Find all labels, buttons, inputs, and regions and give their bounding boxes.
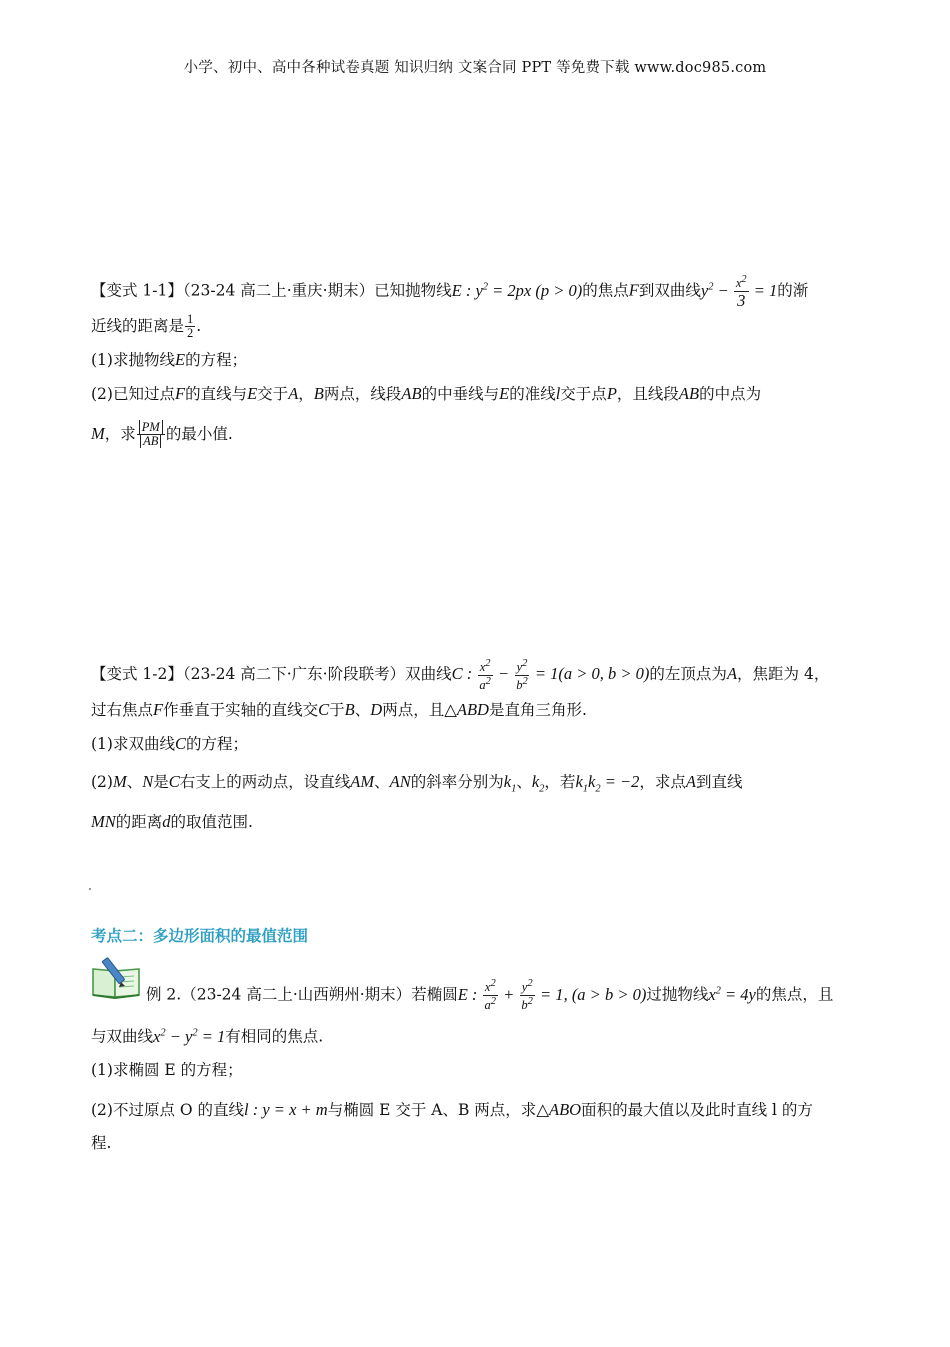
fraction-one-half: $\frac{1}{2}$ xyxy=(187,311,194,341)
section-title: 考点二：多边形面积的最值范围 xyxy=(91,927,309,945)
formula-parabola-E: E : $y^2 = 2px$ (p > 0) xyxy=(451,280,583,300)
problem-variant-1-1 xyxy=(91,270,871,451)
page-header: 小学、初中、高中各种试卷真题 知识归纳 文案合同 PPT 等免费下载 www.doc985.com xyxy=(183,60,767,76)
formula-hyperbola: $y^2$ − $\frac{x^2}{3}$ = 1 xyxy=(700,273,778,310)
p1-question-2: (2)已知过点F的直线与E交于A，B两点，线段AB的中垂线与E的准线l交于点P，且线段AB的中点为 xyxy=(91,383,762,403)
formula-hyperbola-C: C : $\frac{x^2}{a^2}$ − $\frac{y^2}{b^2}$ = 1(a > 0, b > 0) xyxy=(451,657,650,692)
example-2 xyxy=(91,1016,871,1160)
fraction-PM-over-AB: $\frac{PM}{AB}$ xyxy=(137,421,165,450)
p2-question-2: (2)M、N是C右支上的两动点，设直线AM、AN的斜率分别为$k_1$、$k_2$，若$k_1k_2 = -2$，求点A到直线 xyxy=(91,771,743,794)
p2-question-1: (1)求双曲线C的方程； xyxy=(91,733,248,753)
p1-line-2: 近线的距离是 $\frac{1}{2}$ . xyxy=(91,311,202,341)
example-2-first-line: 例 2.（23-24 高二上·山西朔州·期末）若椭圆E : $\frac{x^2}{a^2}$ + $\frac{y^2}{b^2}$ = 1, (a > b > 0)过抛物线$x^2 = 4y$的焦点，且 xyxy=(146,978,834,1013)
p2-line-1: 【变式 1-2】（23-24 高二下·广东·阶段联考）双曲线C : $\frac{x^2}{a^2}$ − $\frac{y^2}{b^2}$ = 1(a > 0, b > 0)的左顶点为A，焦距为 4， xyxy=(91,657,830,692)
book-pencil-icon xyxy=(90,955,142,999)
formula-hyperbola-x2-y2: $x^2 - y^2 = 1$ xyxy=(153,1026,226,1046)
formula-line-l: l : y = x + m xyxy=(244,1099,328,1119)
ex2-question-2: (2)不过原点 O 的直线l : y = x + m与椭圆 E 交于 A、B 两点，求△ABO面积的最大值以及此时直线 l 的方 xyxy=(91,1099,813,1119)
p1-question-1: (1)求抛物线E的方程； xyxy=(91,349,248,369)
stray-dot xyxy=(89,888,91,890)
p2-line-2: 过右焦点F作垂直于实轴的直线交C于B、D两点，且△ABD是直角三角形. xyxy=(91,699,587,719)
ex2-line-2: 与双曲线$x^2 - y^2 = 1$有相同的焦点. xyxy=(91,1026,324,1046)
p1-question-2-cont: M，求 $\frac{PM}{AB}$ 的最小值. xyxy=(91,419,233,449)
formula-parabola-x2-4y: $x^2 = 4y$ xyxy=(708,984,756,1004)
ex2-question-2-cont: 程. xyxy=(91,1133,112,1152)
p1-line-1: 【变式 1-1】（23-24 高二上·重庆·期末）已知抛物线E : $y^2 = 2px$ (p > 0)的焦点F到双曲线$y^2$ − $\frac{x^2}{3}$ = 1的渐 xyxy=(91,273,809,310)
ex2-question-1: (1)求椭圆 E 的方程； xyxy=(91,1060,243,1079)
problem-variant-1-2 xyxy=(91,657,871,839)
p2-question-2-cont: MN的距离d的取值范围. xyxy=(91,811,253,831)
formula-ellipse-E: E : $\frac{x^2}{a^2}$ + $\frac{y^2}{b^2}$ = 1, (a > b > 0) xyxy=(457,978,647,1013)
